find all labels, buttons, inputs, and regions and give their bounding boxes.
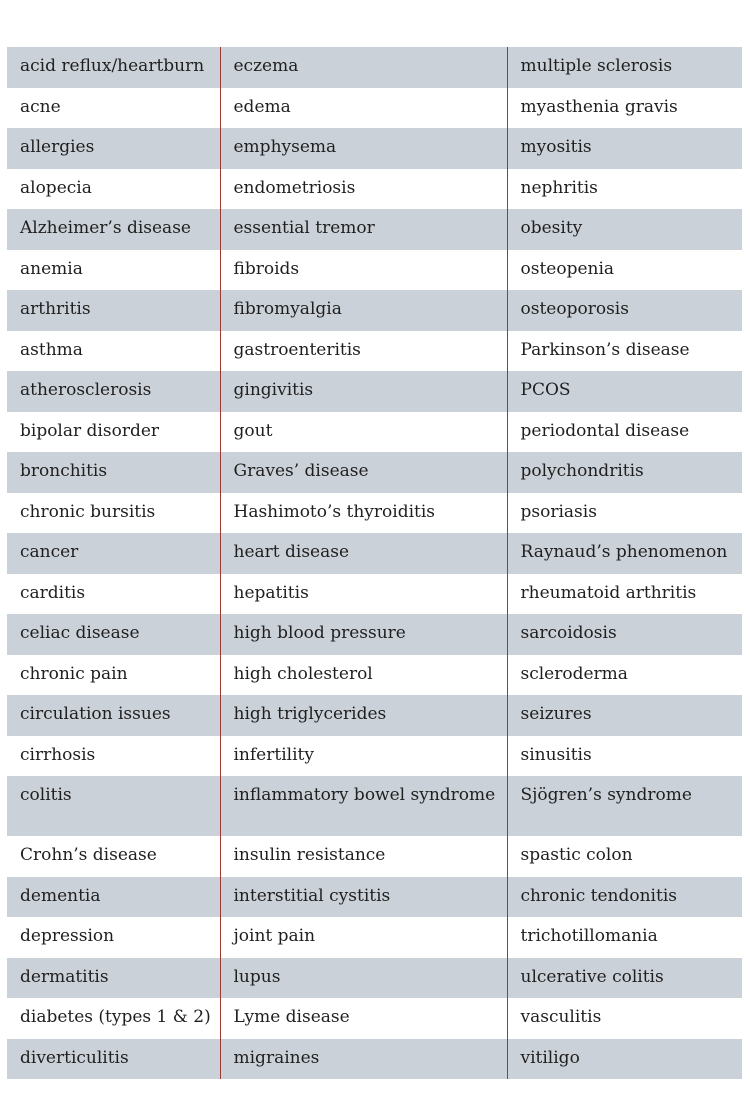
condition-cell: scleroderma — [520, 663, 628, 684]
condition-cell: carditis — [7, 574, 220, 615]
table-row — [7, 877, 742, 918]
condition-cell: psoriasis — [520, 501, 597, 522]
condition-cell: PCOS — [507, 371, 742, 412]
condition-cell: sinusitis — [520, 744, 592, 765]
condition-cell: migraines — [220, 1039, 507, 1080]
condition-cell: Crohn’s disease — [7, 836, 220, 877]
condition-cell: ulcerative colitis — [507, 958, 742, 999]
condition-cell: alopecia — [7, 169, 220, 210]
condition-cell: atherosclerosis — [7, 371, 220, 412]
table-row — [7, 47, 742, 88]
condition-cell: fibromyalgia — [220, 290, 507, 331]
table-row — [7, 958, 742, 999]
condition-cell: dermatitis — [7, 958, 220, 999]
table-row — [7, 574, 742, 615]
condition-cell: diverticulitis — [7, 1039, 220, 1080]
condition-cell: Hashimoto’s thyroiditis — [220, 493, 507, 534]
table-row — [7, 655, 742, 696]
condition-cell: bipolar disorder — [7, 412, 220, 453]
condition-cell: spastic colon — [520, 845, 633, 865]
condition-cell: heart disease — [220, 533, 507, 574]
table-row — [7, 371, 742, 412]
condition-cell: celiac disease — [7, 614, 220, 655]
table-row — [7, 250, 742, 291]
table-row — [7, 452, 742, 493]
condition-cell: cancer — [7, 533, 220, 574]
condition-cell: endometriosis — [220, 169, 507, 210]
condition-cell: Sjögren’s syndrome — [507, 776, 742, 836]
condition-cell: chronic pain — [7, 655, 220, 696]
table-row — [7, 695, 742, 736]
condition-cell: bronchitis — [7, 452, 220, 493]
condition-cell: osteopenia — [520, 258, 615, 279]
condition-cell: inflammatory bowel syndrome — [220, 776, 507, 836]
condition-cell: high cholesterol — [220, 655, 507, 696]
condition-cell: gastroenteritis — [220, 331, 507, 372]
condition-cell: circulation issues — [7, 695, 220, 736]
condition-cell: insulin resistance — [220, 836, 507, 877]
table-row — [7, 209, 742, 250]
condition-cell: acid reflux/heartburn — [7, 47, 220, 88]
condition-cell: obesity — [507, 209, 742, 250]
condition-cell: multiple sclerosis — [507, 47, 742, 88]
condition-cell: myositis — [507, 128, 742, 169]
table-row — [7, 614, 742, 655]
conditions-table-body — [7, 47, 742, 1079]
condition-cell: vasculitis — [520, 1007, 602, 1027]
condition-cell: rheumatoid arthritis — [520, 582, 697, 603]
condition-cell: edema — [220, 88, 507, 129]
condition-cell: interstitial cystitis — [220, 877, 507, 918]
condition-cell: Parkinson’s disease — [520, 339, 690, 360]
condition-cell: essential tremor — [220, 209, 507, 250]
condition-cell: infertility — [220, 736, 507, 777]
table-row — [7, 331, 742, 372]
condition-cell: Graves’ disease — [220, 452, 507, 493]
condition-cell: asthma — [7, 331, 220, 372]
condition-cell: eczema — [220, 47, 507, 88]
table-row — [7, 290, 742, 331]
condition-cell: Lyme disease — [220, 998, 507, 1039]
table-row — [7, 836, 742, 877]
condition-cell: lupus — [220, 958, 507, 999]
table-row — [7, 412, 742, 453]
condition-cell: Raynaud’s phenomenon — [507, 533, 742, 574]
condition-cell: fibroids — [220, 250, 507, 291]
table-row — [7, 128, 742, 169]
table-row — [7, 169, 742, 210]
condition-cell: gout — [220, 412, 507, 453]
condition-cell: emphysema — [220, 128, 507, 169]
condition-cell: high blood pressure — [220, 614, 507, 655]
condition-cell: periodontal disease — [520, 420, 690, 441]
table-row — [7, 493, 742, 534]
condition-cell: allergies — [7, 128, 220, 169]
condition-cell: chronic bursitis — [7, 493, 220, 534]
condition-cell: dementia — [7, 877, 220, 918]
condition-cell: cirrhosis — [7, 736, 220, 777]
condition-cell: chronic tendonitis — [507, 877, 742, 918]
condition-cell: arthritis — [7, 290, 220, 331]
conditions-table — [7, 47, 742, 1079]
condition-cell: trichotillomania — [520, 926, 658, 946]
condition-cell: polychondritis — [507, 452, 742, 493]
condition-cell: sarcoidosis — [507, 614, 742, 655]
condition-cell: depression — [7, 917, 220, 958]
condition-cell: myasthenia gravis — [520, 96, 678, 117]
condition-cell: osteoporosis — [507, 290, 742, 331]
condition-cell: high triglycerides — [220, 695, 507, 736]
condition-cell: hepatitis — [220, 574, 507, 615]
condition-cell: Alzheimer’s disease — [7, 209, 220, 250]
table-row — [7, 1039, 742, 1080]
table-row — [7, 88, 742, 129]
table-row — [7, 998, 742, 1039]
condition-cell: vitiligo — [507, 1039, 742, 1080]
table-row — [7, 533, 742, 574]
table-row — [7, 736, 742, 777]
condition-cell: seizures — [507, 695, 742, 736]
table-row — [7, 917, 742, 958]
condition-cell: diabetes (types 1 & 2) — [7, 998, 220, 1039]
condition-cell: acne — [7, 88, 220, 129]
condition-cell: colitis — [7, 776, 220, 836]
condition-cell: joint pain — [220, 917, 507, 958]
condition-cell: gingivitis — [220, 371, 507, 412]
condition-cell: nephritis — [520, 177, 598, 198]
condition-cell: anemia — [7, 250, 220, 291]
table-row — [7, 776, 742, 836]
